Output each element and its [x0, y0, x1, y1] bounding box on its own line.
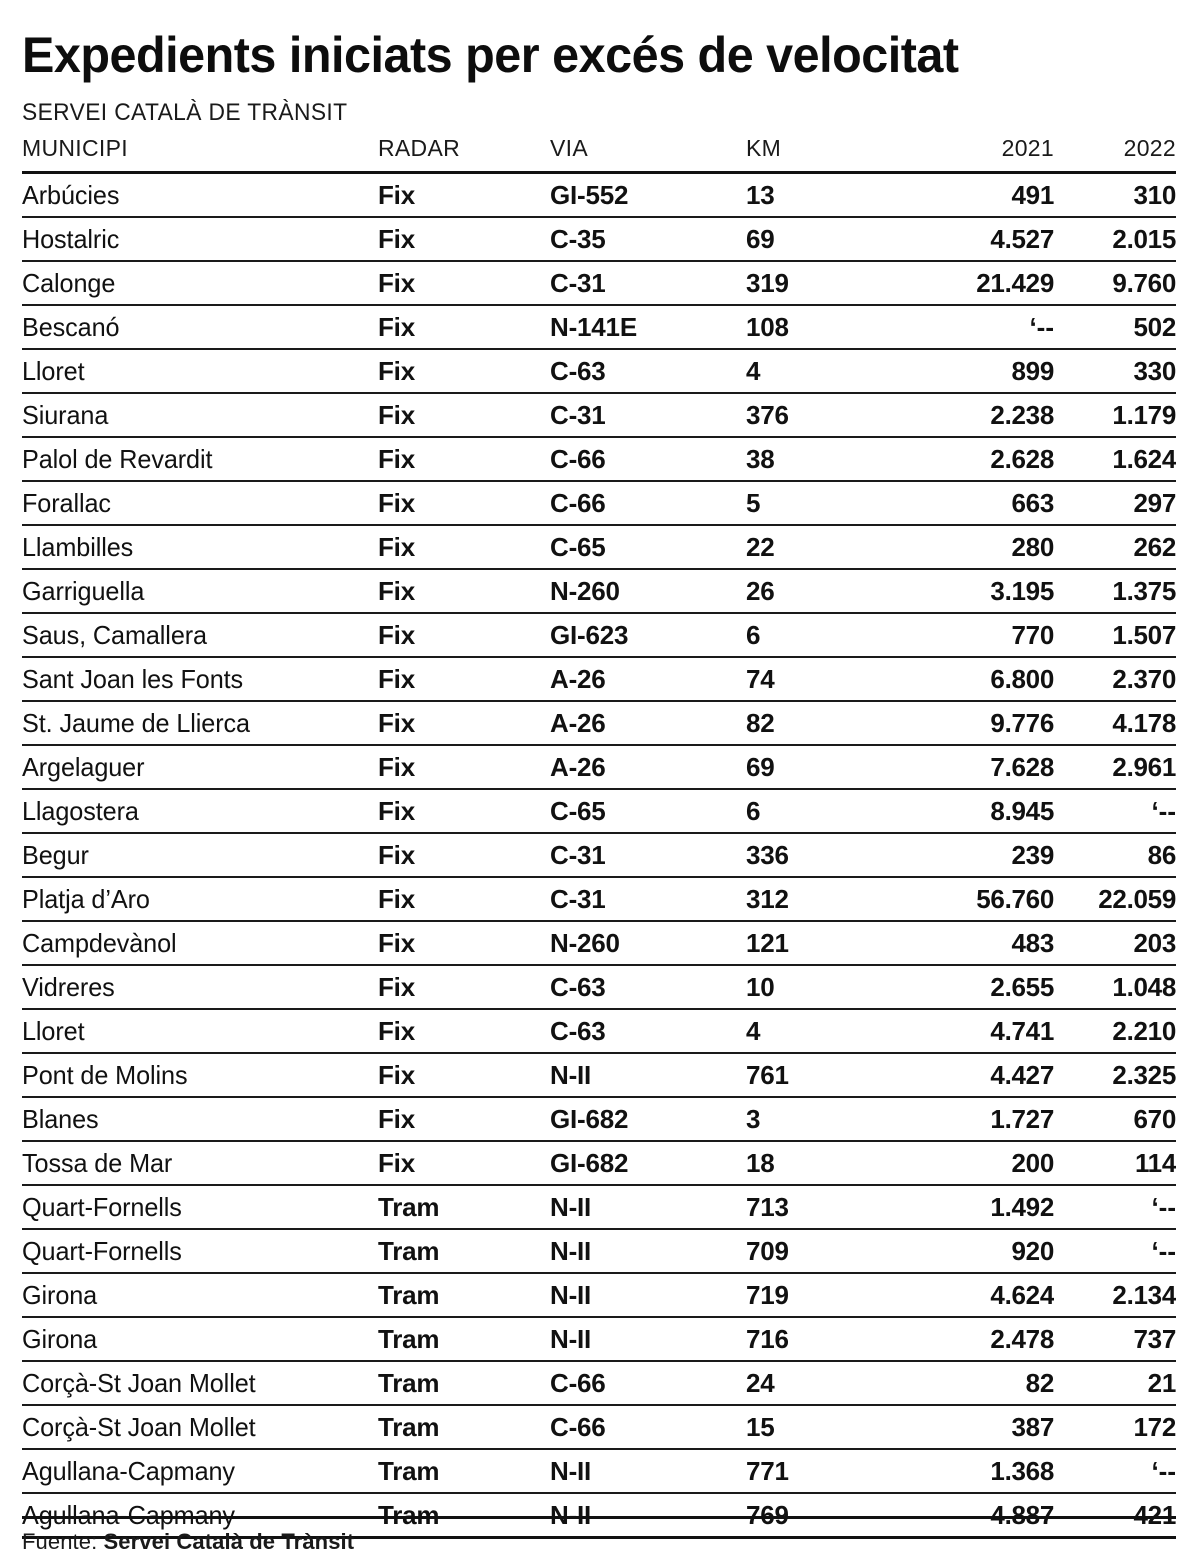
- cell-radar: Tram: [378, 1493, 550, 1538]
- cell-2022: 502: [1054, 305, 1176, 349]
- cell-2022: 670: [1054, 1097, 1176, 1141]
- cell-2021: 4.427: [908, 1053, 1054, 1097]
- cell-2021: 239: [908, 833, 1054, 877]
- cell-municipi: [22, 1405, 378, 1449]
- cell-via: N-II: [550, 1053, 746, 1097]
- cell-radar: Fix: [378, 657, 550, 701]
- cell-2021: 2.478: [908, 1317, 1054, 1361]
- cell-km: 38: [746, 437, 908, 481]
- cell-2022: 2.134: [1054, 1273, 1176, 1317]
- cell-2021: 3.195: [908, 569, 1054, 613]
- table-row: [22, 525, 1176, 569]
- cell-via: C-66: [550, 437, 746, 481]
- cell-km: 82: [746, 701, 908, 745]
- cell-km: 18: [746, 1141, 908, 1185]
- cell-2022: 172: [1054, 1405, 1176, 1449]
- cell-2021: 483: [908, 921, 1054, 965]
- cell-2021: ‘--: [908, 305, 1054, 349]
- page-title: Expedients iniciats per excés de velocitat: [22, 27, 959, 83]
- cell-2021: 1.492: [908, 1185, 1054, 1229]
- cell-municipi: [22, 481, 378, 525]
- cell-text: Bescanó: [22, 312, 120, 342]
- cell-text: Llagostera: [22, 796, 139, 826]
- table-row: [22, 1273, 1176, 1317]
- cell-via: A-26: [550, 745, 746, 789]
- cell-municipi: [22, 657, 378, 701]
- table-row: [22, 1405, 1176, 1449]
- cell-via: GI-552: [550, 173, 746, 218]
- cell-text: Siurana: [22, 400, 109, 430]
- cell-radar: Fix: [378, 745, 550, 789]
- cell-via: C-66: [550, 481, 746, 525]
- cell-municipi: [22, 789, 378, 833]
- cell-2021: 1.727: [908, 1097, 1054, 1141]
- cell-municipi: [22, 569, 378, 613]
- cell-2022: 2.015: [1054, 217, 1176, 261]
- column-header-radar: RADAR: [378, 135, 550, 173]
- cell-2022: 22.059: [1054, 877, 1176, 921]
- cell-2022: 262: [1054, 525, 1176, 569]
- cell-municipi: [22, 437, 378, 481]
- cell-radar: Fix: [378, 965, 550, 1009]
- cell-text: St. Jaume de Llierca: [22, 708, 250, 738]
- cell-via: C-63: [550, 1009, 746, 1053]
- page-subtitle: SERVEI CATALÀ DE TRÀNSIT: [22, 99, 348, 126]
- table-row: [22, 569, 1176, 613]
- footer: [22, 1516, 1176, 1555]
- cell-municipi: [22, 965, 378, 1009]
- cell-text: Agullana-Capmany: [22, 1456, 235, 1486]
- cell-text: Blanes: [22, 1104, 99, 1134]
- cell-via: C-65: [550, 525, 746, 569]
- cell-text: Campdevànol: [22, 928, 177, 958]
- cell-2022: 1.375: [1054, 569, 1176, 613]
- cell-2022: ‘--: [1054, 789, 1176, 833]
- cell-via: N-II: [550, 1493, 746, 1538]
- cell-municipi: [22, 1273, 378, 1317]
- cell-text: Garriguella: [22, 576, 145, 606]
- cell-via: N-II: [550, 1449, 746, 1493]
- cell-radar: Fix: [378, 1141, 550, 1185]
- cell-km: 713: [746, 1185, 908, 1229]
- cell-2021: 2.655: [908, 965, 1054, 1009]
- cell-municipi: [22, 1317, 378, 1361]
- cell-municipi: [22, 701, 378, 745]
- cell-municipi: [22, 1229, 378, 1273]
- cell-km: 771: [746, 1449, 908, 1493]
- cell-2022: 737: [1054, 1317, 1176, 1361]
- table-body: [22, 173, 1176, 1538]
- table-row: [22, 1361, 1176, 1405]
- cell-radar: Fix: [378, 217, 550, 261]
- cell-text: Quart-Fornells: [22, 1236, 182, 1266]
- cell-via: GI-682: [550, 1141, 746, 1185]
- cell-radar: Tram: [378, 1229, 550, 1273]
- cell-via: N-260: [550, 569, 746, 613]
- table-row: [22, 613, 1176, 657]
- cell-2021: 920: [908, 1229, 1054, 1273]
- table-row: [22, 1009, 1176, 1053]
- cell-text: Corçà-St Joan Mollet: [22, 1412, 256, 1442]
- cell-km: 22: [746, 525, 908, 569]
- cell-km: 15: [746, 1405, 908, 1449]
- cell-municipi: [22, 173, 378, 218]
- cell-km: 4: [746, 1009, 908, 1053]
- cell-municipi: [22, 525, 378, 569]
- cell-radar: Fix: [378, 1053, 550, 1097]
- cell-2021: 7.628: [908, 745, 1054, 789]
- table-row: [22, 1185, 1176, 1229]
- cell-via: A-26: [550, 701, 746, 745]
- cell-text: Vidreres: [22, 972, 115, 1002]
- cell-km: 312: [746, 877, 908, 921]
- cell-2022: 2.325: [1054, 1053, 1176, 1097]
- cell-municipi: [22, 1185, 378, 1229]
- cell-via: A-26: [550, 657, 746, 701]
- cell-radar: Fix: [378, 1097, 550, 1141]
- cell-km: 769: [746, 1493, 908, 1538]
- cell-municipi: [22, 921, 378, 965]
- table-row: [22, 789, 1176, 833]
- cell-text: Corçà-St Joan Mollet: [22, 1368, 256, 1398]
- cell-text: Argelaguer: [22, 752, 145, 782]
- table-row: [22, 701, 1176, 745]
- cell-via: N-II: [550, 1229, 746, 1273]
- cell-radar: Tram: [378, 1317, 550, 1361]
- cell-via: C-31: [550, 833, 746, 877]
- cell-via: C-65: [550, 789, 746, 833]
- cell-2021: 1.368: [908, 1449, 1054, 1493]
- cell-2021: 9.776: [908, 701, 1054, 745]
- source-label: Fuente:: [22, 1529, 98, 1554]
- cell-via: GI-623: [550, 613, 746, 657]
- cell-2022: 203: [1054, 921, 1176, 965]
- cell-2021: 8.945: [908, 789, 1054, 833]
- cell-2022: 21: [1054, 1361, 1176, 1405]
- cell-municipi: [22, 877, 378, 921]
- cell-km: 121: [746, 921, 908, 965]
- speeding-cases-table: [22, 135, 1176, 1539]
- table-row: [22, 921, 1176, 965]
- table-row: [22, 877, 1176, 921]
- cell-via: N-II: [550, 1273, 746, 1317]
- cell-2022: 9.760: [1054, 261, 1176, 305]
- cell-municipi: [22, 833, 378, 877]
- cell-km: 6: [746, 613, 908, 657]
- cell-text: Arbúcies: [22, 180, 120, 210]
- cell-2021: 2.628: [908, 437, 1054, 481]
- cell-text: Quart-Fornells: [22, 1192, 182, 1222]
- cell-km: 13: [746, 173, 908, 218]
- cell-text: Girona: [22, 1280, 98, 1310]
- table-row: [22, 393, 1176, 437]
- cell-text: Agullana-Capmany: [22, 1500, 235, 1530]
- cell-via: C-66: [550, 1361, 746, 1405]
- cell-km: 716: [746, 1317, 908, 1361]
- cell-2021: 899: [908, 349, 1054, 393]
- cell-radar: Fix: [378, 569, 550, 613]
- source-name: Servei Català de Trànsit: [103, 1529, 355, 1554]
- table-row: [22, 1053, 1176, 1097]
- cell-2022: 1.179: [1054, 393, 1176, 437]
- cell-text: Llambilles: [22, 532, 134, 562]
- cell-radar: Fix: [378, 1009, 550, 1053]
- table-row: [22, 1229, 1176, 1273]
- cell-2021: 82: [908, 1361, 1054, 1405]
- cell-municipi: [22, 217, 378, 261]
- cell-text: Hostalric: [22, 224, 120, 254]
- cell-text: Platja d’Aro: [22, 884, 150, 914]
- cell-km: 10: [746, 965, 908, 1009]
- cell-text: Forallac: [22, 488, 111, 518]
- cell-2022: ‘--: [1054, 1185, 1176, 1229]
- cell-km: 319: [746, 261, 908, 305]
- table-row: [22, 349, 1176, 393]
- table-row: [22, 437, 1176, 481]
- cell-via: GI-682: [550, 1097, 746, 1141]
- table-row: [22, 1317, 1176, 1361]
- cell-municipi: [22, 305, 378, 349]
- cell-2021: 280: [908, 525, 1054, 569]
- cell-2022: ‘--: [1054, 1229, 1176, 1273]
- cell-2021: 491: [908, 173, 1054, 218]
- cell-2022: 1.048: [1054, 965, 1176, 1009]
- cell-text: Pont de Molins: [22, 1060, 188, 1090]
- cell-via: C-66: [550, 1405, 746, 1449]
- cell-2022: 2.210: [1054, 1009, 1176, 1053]
- cell-radar: Fix: [378, 437, 550, 481]
- cell-via: C-31: [550, 877, 746, 921]
- cell-text: Begur: [22, 840, 89, 870]
- table-row: [22, 1141, 1176, 1185]
- cell-2021: 663: [908, 481, 1054, 525]
- cell-municipi: [22, 1449, 378, 1493]
- cell-km: 108: [746, 305, 908, 349]
- cell-km: 69: [746, 217, 908, 261]
- cell-via: C-63: [550, 965, 746, 1009]
- cell-via: N-II: [550, 1185, 746, 1229]
- cell-municipi: [22, 745, 378, 789]
- cell-km: 709: [746, 1229, 908, 1273]
- cell-2021: 4.624: [908, 1273, 1054, 1317]
- cell-radar: Fix: [378, 173, 550, 218]
- cell-2022: 330: [1054, 349, 1176, 393]
- table-row: [22, 305, 1176, 349]
- cell-2022: 86: [1054, 833, 1176, 877]
- column-header-2022: 2022: [1054, 135, 1176, 173]
- cell-text: Tossa de Mar: [22, 1148, 173, 1178]
- cell-via: N-141E: [550, 305, 746, 349]
- cell-radar: Tram: [378, 1449, 550, 1493]
- cell-2022: 421: [1054, 1493, 1176, 1538]
- cell-via: C-31: [550, 393, 746, 437]
- cell-2021: 4.527: [908, 217, 1054, 261]
- cell-km: 26: [746, 569, 908, 613]
- cell-km: 5: [746, 481, 908, 525]
- cell-km: 74: [746, 657, 908, 701]
- cell-municipi: [22, 1009, 378, 1053]
- cell-2022: 2.961: [1054, 745, 1176, 789]
- cell-km: 24: [746, 1361, 908, 1405]
- cell-2022: 4.178: [1054, 701, 1176, 745]
- column-header-km: KM: [746, 135, 908, 173]
- cell-municipi: [22, 1361, 378, 1405]
- cell-2022: 114: [1054, 1141, 1176, 1185]
- cell-radar: Fix: [378, 833, 550, 877]
- cell-radar: Tram: [378, 1185, 550, 1229]
- cell-2022: ‘--: [1054, 1449, 1176, 1493]
- cell-radar: Tram: [378, 1405, 550, 1449]
- cell-2022: 310: [1054, 173, 1176, 218]
- cell-text: Sant Joan les Fonts: [22, 664, 244, 694]
- cell-via: N-II: [550, 1317, 746, 1361]
- cell-municipi: [22, 349, 378, 393]
- cell-radar: Fix: [378, 613, 550, 657]
- cell-km: 4: [746, 349, 908, 393]
- cell-radar: Tram: [378, 1361, 550, 1405]
- cell-radar: Fix: [378, 789, 550, 833]
- cell-2022: 1.507: [1054, 613, 1176, 657]
- cell-km: 69: [746, 745, 908, 789]
- cell-km: 3: [746, 1097, 908, 1141]
- table-row: [22, 965, 1176, 1009]
- cell-2022: 297: [1054, 481, 1176, 525]
- cell-municipi: [22, 613, 378, 657]
- cell-radar: Fix: [378, 525, 550, 569]
- cell-km: 376: [746, 393, 908, 437]
- cell-2021: 4.741: [908, 1009, 1054, 1053]
- cell-municipi: [22, 393, 378, 437]
- column-header-2021: 2021: [908, 135, 1054, 173]
- cell-via: N-260: [550, 921, 746, 965]
- cell-km: 719: [746, 1273, 908, 1317]
- cell-municipi: [22, 261, 378, 305]
- cell-radar: Fix: [378, 877, 550, 921]
- table-row: [22, 657, 1176, 701]
- table-row: [22, 173, 1176, 218]
- cell-radar: Fix: [378, 305, 550, 349]
- cell-2022: 2.370: [1054, 657, 1176, 701]
- cell-2021: 21.429: [908, 261, 1054, 305]
- cell-2021: 387: [908, 1405, 1054, 1449]
- table-row: [22, 745, 1176, 789]
- cell-municipi: [22, 1141, 378, 1185]
- cell-radar: Fix: [378, 701, 550, 745]
- source-note: [22, 1519, 1176, 1555]
- cell-radar: Fix: [378, 921, 550, 965]
- cell-2021: 6.800: [908, 657, 1054, 701]
- cell-text: Lloret: [22, 356, 85, 386]
- cell-radar: Tram: [378, 1273, 550, 1317]
- cell-2022: 1.624: [1054, 437, 1176, 481]
- table-header: [22, 135, 1176, 173]
- table-header-row: [22, 135, 1176, 173]
- cell-2021: 56.760: [908, 877, 1054, 921]
- cell-radar: Fix: [378, 349, 550, 393]
- cell-km: 761: [746, 1053, 908, 1097]
- table-row: [22, 833, 1176, 877]
- cell-2021: 4.887: [908, 1493, 1054, 1538]
- table-row: [22, 217, 1176, 261]
- table-row: [22, 1449, 1176, 1493]
- cell-text: Girona: [22, 1324, 98, 1354]
- cell-2021: 770: [908, 613, 1054, 657]
- cell-text: Lloret: [22, 1016, 85, 1046]
- cell-municipi: [22, 1097, 378, 1141]
- cell-km: 336: [746, 833, 908, 877]
- cell-text: Calonge: [22, 268, 116, 298]
- cell-radar: Fix: [378, 481, 550, 525]
- cell-text: Saus, Camallera: [22, 620, 207, 650]
- cell-km: 6: [746, 789, 908, 833]
- table-row: [22, 481, 1176, 525]
- cell-municipi: [22, 1053, 378, 1097]
- cell-radar: Fix: [378, 393, 550, 437]
- cell-via: C-35: [550, 217, 746, 261]
- cell-via: C-63: [550, 349, 746, 393]
- cell-2021: 2.238: [908, 393, 1054, 437]
- table-row: [22, 1097, 1176, 1141]
- cell-2021: 200: [908, 1141, 1054, 1185]
- cell-text: Palol de Revardit: [22, 444, 213, 474]
- column-header-municipi: MUNICIPI: [22, 135, 378, 173]
- cell-radar: Fix: [378, 261, 550, 305]
- cell-via: C-31: [550, 261, 746, 305]
- table-row: [22, 261, 1176, 305]
- column-header-via: VIA: [550, 135, 746, 173]
